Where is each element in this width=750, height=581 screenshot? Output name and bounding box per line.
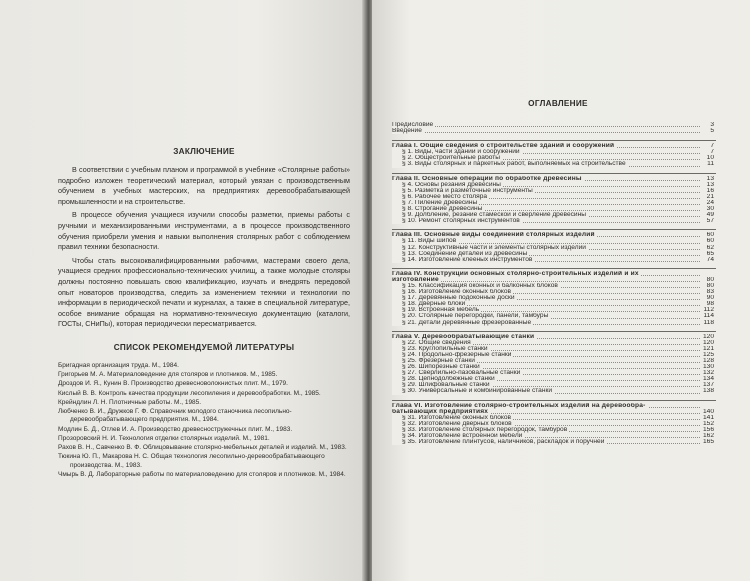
toc-entry-page: 83 bbox=[706, 289, 714, 296]
toc-entry-page: 5 bbox=[710, 128, 714, 135]
toc-entry-page: 80 bbox=[706, 282, 714, 289]
conclusion-paragraph: Чтобы стать высококвалифицированными рабочими, мастерами своего дела, учащиеся средних профессионально-технических училищ, а также молодые столяры должны постоянно повышать свою квалификацию, изучать и внедрять передовой опыт новаторов производства, следить за изменением техники и технологии по информации в периодической печати и журналах, а также в специальной литературе, особое внимание обращая на нормативно-техническую документацию (каталоги, ГОСТы, СНиПы), которая периодически пересматривается. bbox=[58, 255, 350, 329]
toc-entry-page: 141 bbox=[702, 414, 714, 421]
toc-leader-dots bbox=[392, 126, 700, 127]
bibliography-entry: Дроздов И. Я., Кунин В. Производство древесноволокнистых плит. М., 1979. bbox=[58, 380, 288, 388]
toc-entry-page: 90 bbox=[706, 295, 714, 302]
toc-entry-title: § 33. Изготовление столярных перегородок, тамбуров bbox=[392, 427, 569, 433]
toc-entry-page: 30 bbox=[706, 206, 714, 213]
toc-entry-title: § 8. Строгание древесины bbox=[392, 206, 484, 212]
toc-section-entry bbox=[392, 257, 716, 263]
toc-entry-title: § 14. Изготовление клееных инструментов bbox=[392, 257, 534, 263]
toc-entry-page: 21 bbox=[706, 193, 714, 200]
toc-entry-title: § 18. Дверные блоки bbox=[392, 301, 467, 307]
toc-entry-page: 120 bbox=[702, 333, 714, 340]
toc-section-entry bbox=[392, 388, 716, 394]
toc-entry-title: § 5. Разметка и разметочные инструменты bbox=[392, 188, 535, 194]
toc-entry-title: § 7. Пиление древесины bbox=[392, 200, 479, 206]
toc-entry-title: § 35. Изготовление плинтусов, наличников, раскладок и поручней bbox=[392, 439, 606, 445]
toc-entry-page: 120 bbox=[702, 339, 714, 346]
toc-entry-page: 7 bbox=[710, 143, 714, 150]
left-page-content bbox=[58, 0, 350, 480]
toc-entry-page: 49 bbox=[706, 212, 714, 219]
left-page bbox=[0, 0, 367, 581]
toc-entry-title: Глава I. Общие сведения о строительстве зданий и сооружений bbox=[392, 143, 615, 150]
toc-entry-title: § 1. Виды, части зданий и сооружений bbox=[392, 149, 522, 155]
toc-entry-title: § 4. Основы резания древесины bbox=[392, 182, 503, 188]
toc-entry-page: 152 bbox=[702, 420, 714, 427]
chapter-divider bbox=[392, 268, 716, 269]
toc-entry-title: § 6. Рабочее место столяра bbox=[392, 194, 489, 200]
toc-entry-page: 80 bbox=[706, 276, 714, 283]
toc-entry-title: § 25. Фрезерные станки bbox=[392, 358, 477, 364]
toc-entry-title: § 3. Виды столярных и паркетных работ, выполняемых на строительстве bbox=[392, 161, 628, 167]
toc-entry-title: § 26. Шипорезные станки bbox=[392, 364, 482, 370]
toc-entry-title: § 9. Долбление, резание стамеской и сверление древесины bbox=[392, 212, 588, 218]
toc-section-entry bbox=[392, 161, 716, 167]
toc-entry-title: § 22. Общие сведения bbox=[392, 340, 473, 346]
toc-entry-page: 7 bbox=[710, 149, 714, 156]
bibliography-entry: Крейндлин Л. Н. Плотничные работы. М., 1985. bbox=[58, 398, 202, 406]
toc-entry-page: 16 bbox=[706, 187, 714, 194]
toc-entry-title: § 10. Ремонт столярных инструментов bbox=[392, 218, 522, 224]
toc-entry-page: 132 bbox=[702, 370, 714, 377]
toc-entry-page: 11 bbox=[707, 161, 714, 168]
toc-entry-title: Глава II. Основные операции по обработке древесины bbox=[392, 175, 582, 182]
toc-entry-page: 156 bbox=[702, 426, 714, 433]
toc-entry-page: 138 bbox=[702, 388, 714, 395]
toc-entry-title: § 32. Изготовление дверных блоков bbox=[392, 421, 514, 427]
toc-entry-title: § 15. Классификация оконных и балконных блоков bbox=[392, 283, 560, 289]
chapter-divider bbox=[392, 229, 716, 230]
toc-entry-title: батывающих предприятиях bbox=[392, 408, 489, 415]
toc-entry-page: 140 bbox=[702, 408, 714, 415]
toc-entry-page: 118 bbox=[703, 319, 714, 326]
toc-entry-title: § 28. Цепнодолбежные станки bbox=[392, 376, 497, 382]
toc bbox=[392, 0, 716, 448]
toc-entry-title: § 16. Изготовление оконных блоков bbox=[392, 289, 513, 295]
right-page bbox=[372, 0, 750, 581]
toc-entry-page: 114 bbox=[703, 313, 714, 320]
toc-entry-page: 98 bbox=[706, 301, 714, 308]
toc-entry-title: § 30. Универсальные и комбинированные станки bbox=[392, 388, 554, 394]
bibliography-entry: Рахов В. Н., Савченко В. Ф. Облицовывание столярно-мебельных деталей и изделий. М., 1983. bbox=[58, 443, 347, 451]
toc-entry-title: § 31. Изготовление оконных блоков bbox=[392, 415, 513, 421]
toc-entry-page: 3 bbox=[710, 122, 714, 128]
toc-entry-page: 125 bbox=[702, 351, 714, 358]
bibliography-entry: Любченко В. И., Дружков Г. Ф. Справочник молодого станочника лесопильно-деревообрабатывающего предприятия. М., 1984. bbox=[58, 407, 292, 424]
toc-entry-page: 57 bbox=[706, 218, 714, 225]
toc-entry-title: § 34. Изготовление встроенной мебели bbox=[392, 433, 524, 439]
toc-body bbox=[392, 122, 716, 448]
toc-entry-page: 165 bbox=[702, 439, 714, 446]
toc-entry-page: 13 bbox=[706, 175, 714, 182]
toc-entry-title: § 21. Детали деревянные фрезерованные bbox=[392, 320, 533, 326]
bibliography-entry: Модлин Б. Д., Отлев И. А. Производство древесностружечных плит. М., 1983. bbox=[58, 425, 293, 433]
bibliography-entry: Прозоровский Н. И. Технология отделки столярных изделий. М., 1981. bbox=[58, 434, 270, 442]
toc-entry-title: § 2. Общестроительные работы bbox=[392, 155, 502, 161]
toc-entry-page: 128 bbox=[702, 358, 714, 364]
bibliography-title: СПИСОК РЕКОМЕНДУЕМОЙ ЛИТЕРАТУРЫ bbox=[113, 342, 295, 352]
bibliography-entry: Григорьев М. А. Материаловедение для столяров и плотников. М., 1985. bbox=[58, 371, 278, 379]
toc-entry-title: § 12. Конструктивные части и элементы столярных изделий bbox=[392, 245, 588, 251]
toc-entry-page: 60 bbox=[706, 232, 714, 239]
toc-entry-title: § 23. Круглопильные станки bbox=[392, 346, 490, 352]
bibliography-entry: Кислый В. В. Контроль качества продукции лесопиления и деревообработки. М., 1985. bbox=[58, 389, 321, 397]
toc-entry-title: § 24. Продольно-фрезерные станки bbox=[392, 352, 513, 358]
toc-entry-title: § 29. Шлифовальные станки bbox=[392, 382, 492, 388]
toc-entry-title: § 27. Сверлильно-пазовальные станки bbox=[392, 370, 522, 376]
toc-entry-title: Глава IV. Конструкции основных столярно-строительных изделий и их bbox=[392, 270, 639, 277]
toc-entry-page: 162 bbox=[702, 433, 714, 440]
chapter-divider bbox=[392, 331, 716, 332]
toc-entry-page: 65 bbox=[706, 250, 714, 257]
toc-entry-page: 134 bbox=[702, 376, 714, 383]
toc-entry-page: 24 bbox=[706, 199, 714, 206]
toc-entry-page: 121 bbox=[702, 345, 714, 352]
conclusion-paragraph: В процессе обучения учащиеся изучили способы разметки, приемы работы с ручными и механизированными инструментами, а в процессе производственного обучения приобрели умения и навыки выполнения столярных работ с соблюдением правил техники безопасности. bbox=[58, 210, 350, 252]
toc-entry-title: § 19. Встроенная мебель bbox=[392, 307, 481, 313]
toc-entry-page: 60 bbox=[706, 238, 714, 245]
chapter-divider bbox=[392, 400, 716, 401]
toc-entry-page: 74 bbox=[706, 256, 714, 263]
chapter-divider bbox=[392, 140, 716, 141]
toc-entry-page: 130 bbox=[702, 364, 714, 371]
toc-entry-title: § 11. Виды шипов bbox=[392, 238, 458, 244]
toc-title: ОГЛАВЛЕНИЕ bbox=[528, 99, 588, 108]
toc-entry-page: 13 bbox=[706, 181, 714, 188]
toc-entry-title: § 20. Столярные перегородки, панели, тамбуры bbox=[392, 313, 550, 319]
toc-entry-title: § 17. Деревянные подоконные доски bbox=[392, 295, 517, 301]
conclusion-title: ЗАКЛЮЧЕНИЕ bbox=[173, 147, 235, 156]
toc-entry-title: Глава VI. Изготовление столярно-строительных изделий на деревообра- bbox=[392, 402, 646, 409]
conclusion-paragraph: В соответствии с учебным планом и программой в учебнике «Столярные работы» подробно изложен теоретический материал, который увязан с производственным обучением в учебных мастерских, на предприятиях деревообрабатывающей промышленности и на строительстве. bbox=[58, 165, 350, 206]
bibliography-entry: Бригадная организация труда. М., 1984. bbox=[58, 361, 179, 369]
bibliography-entry: Тюкина Ю. П., Макарова Н. С. Общая технология лесопильно-деревообрабатывающего производства. М., 1983. bbox=[58, 453, 325, 469]
toc-entry-title: Глава V. Деревообрабатывающие станки bbox=[392, 333, 535, 340]
toc-section-entry bbox=[392, 218, 716, 224]
toc-entry-title: Глава III. Основные виды соединений столярных изделий bbox=[392, 232, 595, 239]
toc-front-entry bbox=[392, 128, 716, 134]
toc-entry-title: изготовление bbox=[392, 276, 439, 283]
toc-entry-title: § 13. Соединение деталей из древесины bbox=[392, 251, 529, 257]
toc-entry-page: 112 bbox=[703, 307, 714, 314]
toc-entry-title: Предисловие bbox=[392, 122, 434, 128]
toc-entry-title: Введение bbox=[392, 128, 422, 135]
toc-section-entry bbox=[392, 439, 716, 445]
bibliography-entry: Чмырь В. Д. Лабораторные работы по материаловедению для столяров и плотников. М., 1984. bbox=[58, 470, 346, 478]
toc-entry-page: 137 bbox=[702, 382, 714, 389]
toc-leader-dots bbox=[392, 132, 700, 133]
toc-entry-page: 10 bbox=[706, 155, 714, 162]
bibliography-list bbox=[58, 362, 350, 479]
chapter-divider bbox=[392, 173, 716, 174]
toc-section-entry bbox=[392, 320, 716, 326]
toc-entry-page: 62 bbox=[706, 244, 714, 251]
